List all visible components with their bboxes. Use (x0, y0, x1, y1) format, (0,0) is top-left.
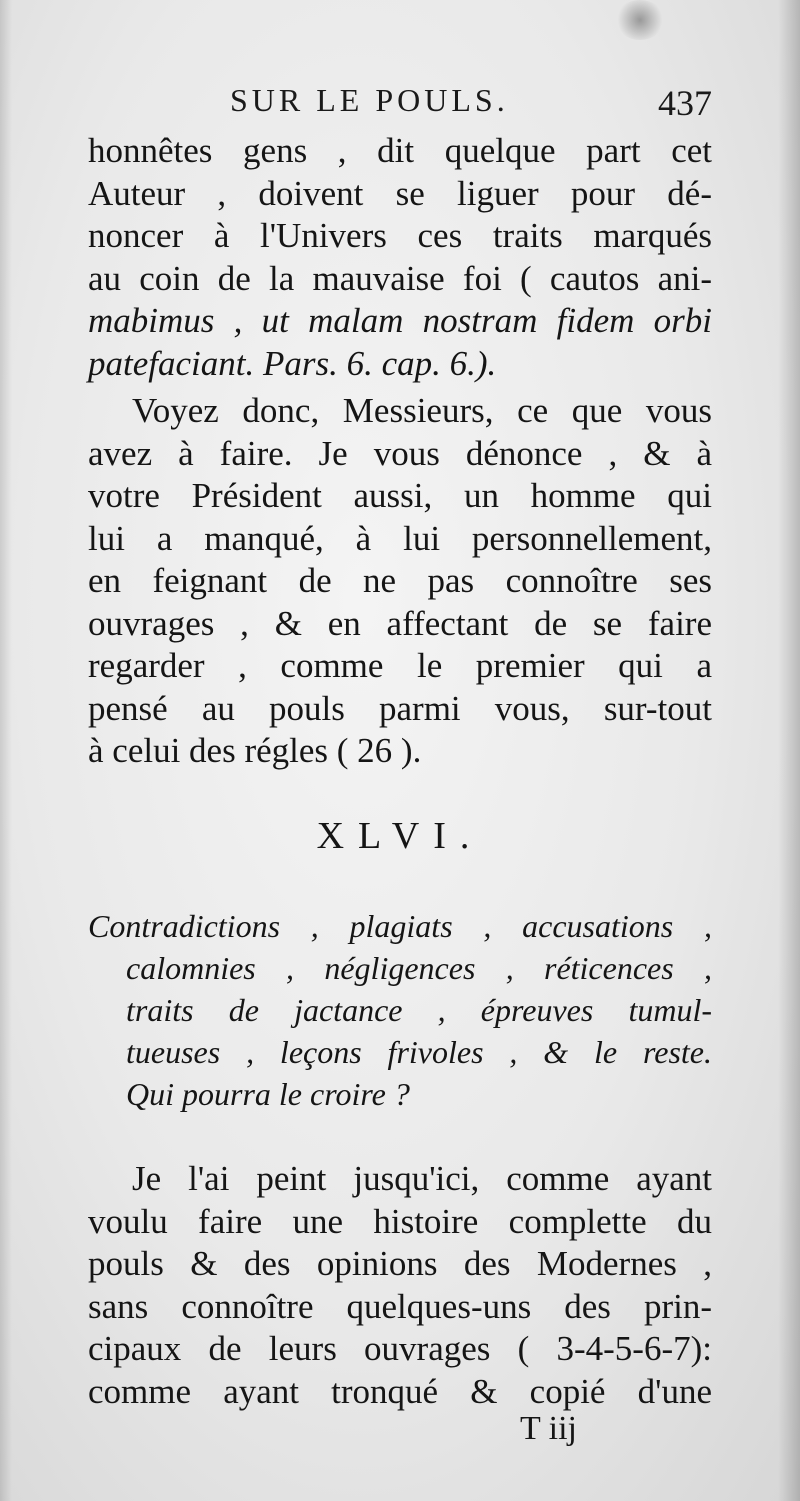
text-line: au coin de la mauvaise foi ( cautos ani- (88, 258, 712, 298)
summary-line: Qui pourra le croire ? (126, 1076, 410, 1112)
running-head: SUR LE POULS. (230, 82, 509, 118)
text-line: mabimus , ut malam nostram fidem orbi (88, 301, 712, 340)
text-line: noncer à l'Univers ces traits marqués (88, 216, 712, 255)
paragraph-1 (88, 130, 712, 385)
summary-line: calomnies , négligences , réticences , (126, 950, 712, 986)
text-line: pensé au pouls parmi vous, sur-tout (88, 688, 712, 728)
summary-line: tueuses , leçons frivoles , & le reste. (126, 1034, 712, 1070)
text-line: Je l'ai peint jusqu'ici, comme ayant (132, 1159, 712, 1198)
text-line: voulu faire une histoire complette du (88, 1201, 712, 1241)
text-line: lui a manqué, à lui personnellement, (88, 518, 712, 558)
paragraph-3 (88, 1158, 712, 1413)
text-line: à celui des régles ( 26 ). (88, 731, 422, 770)
signature-mark: T iij (520, 1410, 577, 1447)
paragraph-2 (88, 390, 712, 773)
page-number: 437 (658, 83, 712, 123)
text-line: Voyez donc, Messieurs, ce que vous (132, 391, 712, 430)
text-line: comme ayant tronqué & copié d'une (88, 1371, 712, 1411)
text-line: cipaux de leurs ouvrages ( 3-4-5-6-7): (88, 1329, 712, 1368)
summary-line: Contradictions , plagiats , accusations , (88, 908, 712, 944)
page-edge-right (778, 0, 800, 1501)
text-line: patefaciant. Pars. 6. cap. 6.). (88, 343, 497, 383)
text-line: sans connoître quelques-uns des prin- (88, 1286, 712, 1326)
text-line: honnêtes gens , dit quelque part cet (88, 131, 712, 170)
text-line: Auteur , doivent se liguer pour dé- (88, 173, 712, 213)
section-summary (88, 905, 712, 1115)
page-edge-left (0, 0, 12, 1501)
page-header (88, 82, 712, 132)
summary-line: traits de jactance , épreuves tumul- (126, 992, 712, 1028)
text-line: pouls & des opinions des Modernes , (88, 1244, 712, 1283)
text-line: en feignant de ne pas connoître ses (88, 561, 712, 600)
text-line: avez à faire. Je vous dénonce , & à (88, 433, 712, 473)
section-title: XLVI. (316, 815, 484, 857)
text-line: ouvrages , & en affectant de se faire (88, 603, 712, 643)
ink-smudge (615, 0, 665, 40)
text-line: votre Président aussi, un homme qui (88, 476, 712, 515)
text-line: regarder , comme le premier qui a (88, 646, 712, 685)
